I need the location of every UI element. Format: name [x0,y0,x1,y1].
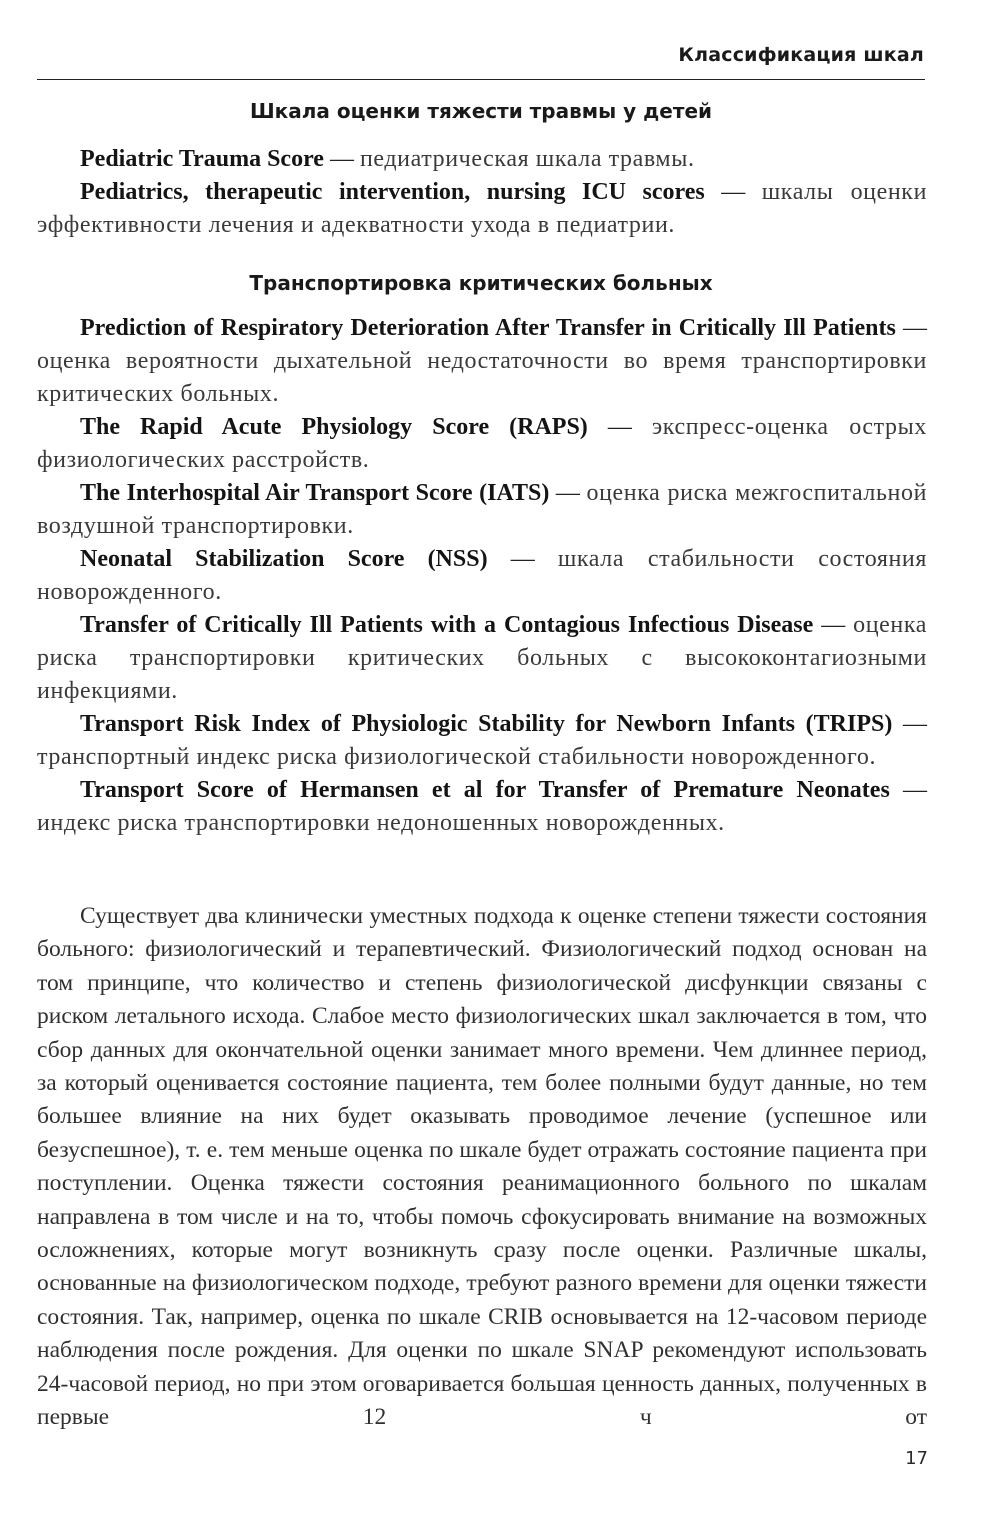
entry [37,477,927,543]
section-heading-critical-transport: Транспортировка критических больных [249,271,713,295]
entry-definition: индекс риска транспортировки недоношенных новорожденных. [37,810,725,836]
section-entries-critical-transport [37,312,927,840]
entry-dash: — [555,480,580,506]
entry [37,609,927,708]
entry [37,708,927,774]
entry-dash: — [903,711,927,737]
entry-definition: оценка вероятности дыхательной недостаточности во время транспортировки критических больных. [37,348,927,407]
entry-definition: транспортный индекс риска физиологической стабильности новорожденного. [37,744,877,770]
entry-definition: экспресс-оценка острых физиологических расстройств. [37,414,927,473]
entry-term: The Rapid Acute Physiology Score (RAPS) [80,414,588,440]
entry-term: The Interhospital Air Transport Score (IATS) [80,480,550,506]
entry-term: Transfer of Critically Ill Patients with a Contagious Infectious Disease [80,612,814,638]
entry-dash: — [903,777,928,803]
entry-term: Prediction of Respiratory Deterioration After Transfer in Critically Ill Patients [80,315,896,341]
entry-definition: оценка риска межгоспитальной воздушной транспортировки. [37,480,928,539]
section-entries-pediatric-trauma [37,143,927,242]
entry-dash: — [510,546,535,572]
entry-dash: — [721,179,746,205]
entry-dash: — [607,414,632,440]
entry [37,543,927,609]
entry-definition: педиатрическая шкала травмы. [359,146,695,172]
entry [37,774,927,840]
header-rule [37,79,925,80]
entry [37,411,927,477]
entry-dash: — [903,315,928,341]
entry [37,312,927,411]
entry-term: Transport Risk Index of Physiologic Stability for Newborn Infants (TRIPS) [80,711,893,737]
entry-term: Transport Score of Hermansen et al for Transfer of Premature Neonates [80,777,890,803]
entry-term: Neonatal Stabilization Score (NSS) [80,546,488,572]
entry-definition: оценка риска транспортировки критических больных с высококонтагиозными инфекциями. [37,612,928,704]
body-paragraph: Существует два клинически уместных подхода к оценке степени тяжести состояния больного: физиологический и терапевтический. Физиологический подход основан на том принципе, что количество и степень физиологической дисфункции связаны с риском летального исхода. Слабое место физиологических шкал заключается в том, что сбор данных для окончательной оценки занимает много времени. Чем длиннее период, за который оценивается состояние пациента, тем более полными будут данные, но тем большее влияние на них будет оказывать проводимое лечение (успешное или безуспешное), т. е. тем меньше оценка по шкале будет отражать состояние пациента при поступлении. Оценка тяжести состояния реанимационного больного по шкалам направлена в том числе и на то, чтобы помочь сфокусировать внимание на возможных осложнениях, которые могут возникнуть сразу после оценки. Различные шкалы, основанные на физиологическом подходе, требуют разного времени для оценки тяжести состояния. Так, например, оценка по шкале CRIB основывается на 12-часовом периоде наблюдения после рождения. Для оценки по шкале SNAP рекомендуют использовать 24-часовой период, но при этом оговаривается большая ценность данных, полученных в первые 12 ч от [37,903,927,1431]
running-head: Классификация шкал [678,44,924,66]
entry-definition: шкалы оценки эффективности лечения и адекватности ухода в педиатрии. [37,179,928,238]
page-number: 17 [905,1448,928,1469]
entry-term: Pediatric Trauma Score [80,146,324,172]
entry-dash: — [329,146,354,172]
entry [37,143,927,176]
entry [37,176,927,242]
entry-dash: — [821,612,846,638]
section-heading-pediatric-trauma: Шкала оценки тяжести травмы у детей [249,99,713,123]
entry-definition: шкала стабильности состояния новорожденного. [37,546,928,605]
entry-term: Pediatrics, therapeutic intervention, nursing ICU scores [80,179,705,205]
